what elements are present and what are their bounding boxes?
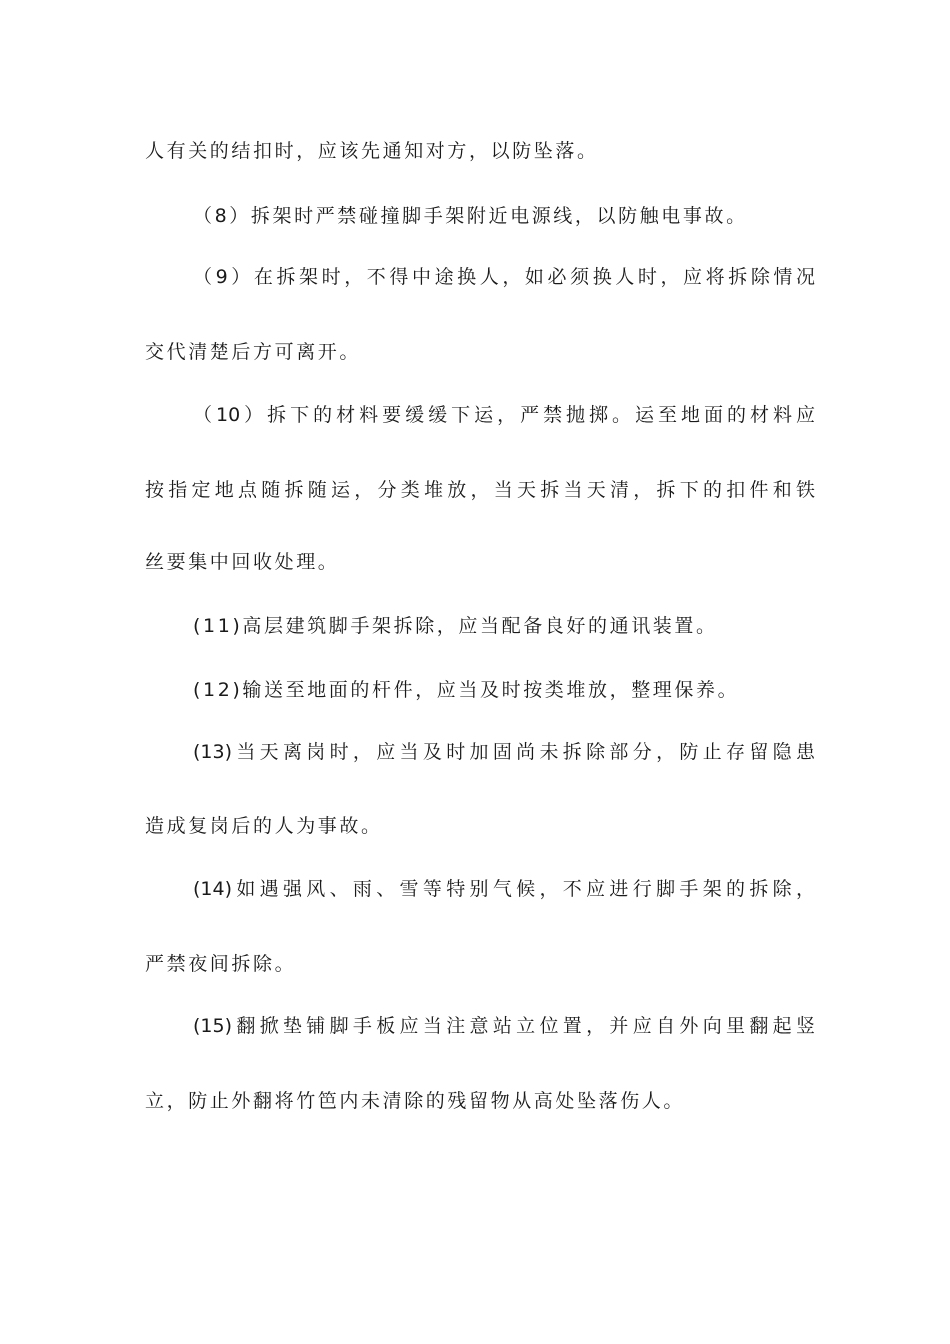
text-line: （10）拆下的材料要缓缓下运，严禁抛掷。运至地面的材料应 [193,404,815,426]
text-line: （9）在拆架时，不得中途换人，如必须换人时，应将拆除情况 [193,266,815,288]
text-line: (14)如遇强风、雨、雪等特别气候，不应进行脚手架的拆除， [193,878,815,900]
text-line: (11)高层建筑脚手架拆除，应当配备良好的通讯装置。 [193,615,718,637]
text-line: 交代清楚后方可离开。 [145,341,362,363]
text-line: 严禁夜间拆除。 [145,953,297,975]
text-line: 人有关的结扣时，应该先通知对方，以防坠落。 [145,140,599,162]
text-line: 立，防止外翻将竹笆内未清除的残留物从高处坠落伤人。 [145,1090,686,1112]
text-line: (15)翻掀垫铺脚手板应当注意站立位置，并应自外向里翻起竖 [193,1015,815,1037]
text-line: (12)输送至地面的杆件，应当及时按类堆放，整理保养。 [193,679,740,701]
text-line: （8）拆架时严禁碰撞脚手架附近电源线，以防触电事故。 [193,205,748,227]
text-line: 造成复岗后的人为事故。 [145,815,383,837]
text-line: 按指定地点随拆随运，分类堆放，当天拆当天清，拆下的扣件和铁 [145,479,815,501]
text-line: 丝要集中回收处理。 [145,551,340,573]
text-line: (13)当天离岗时，应当及时加固尚未拆除部分，防止存留隐患 [193,741,815,763]
